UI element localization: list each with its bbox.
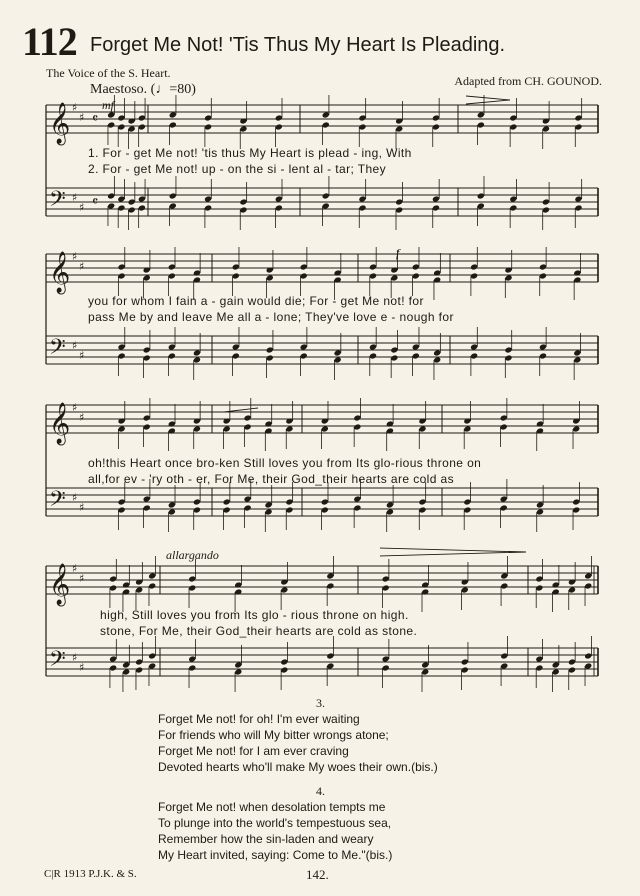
dynamic-mark: mf [102, 98, 114, 112]
lyric-line: you for whom I fain a - gain would die; For - get Me not! for [88, 294, 424, 308]
hymn-number: 112 [22, 19, 77, 64]
verse-line: Remember how the sin-laden and weary [158, 832, 374, 846]
sharp-icon: ♯ [79, 661, 85, 674]
verse-number: 4. [316, 784, 325, 798]
verse-line: Devoted hearts who'll make My woes their own.(bis.) [158, 760, 438, 774]
verse-line: Forget Me not! for oh! I'm ever waiting [158, 712, 360, 726]
treble-clef-icon: 𝄞 [49, 252, 71, 293]
common-time-icon: 𝄴 [92, 111, 99, 127]
treble-clef-icon: 𝄞 [49, 103, 71, 144]
treble-clef-icon: 𝄞 [49, 564, 71, 605]
lyric-line: all,for ev - 'ry oth - er, For Me, their God_their hearts are cold as [88, 472, 455, 486]
sharp-icon: ♯ [72, 651, 78, 664]
lyric-line: 1. For - get Me not! 'tis thus My Heart is plead - ing, With [88, 146, 412, 160]
bass-clef-icon: 𝄢 [49, 487, 66, 517]
hymn-subtitle: The Voice of the S. Heart. [46, 66, 171, 80]
bass-clef-icon: 𝄢 [49, 335, 66, 365]
lyric-line: oh!this Heart once bro-ken Still loves you from Its glo-rious throne on [88, 456, 482, 470]
sharp-icon: ♯ [72, 491, 78, 504]
verse-line: Forget Me not! when desolation tempts me [158, 800, 386, 814]
crescendo-icon [380, 548, 526, 556]
lyric-line: high, Still loves you from Its glo - rious throne on high. [100, 608, 409, 622]
sharp-icon: ♯ [72, 250, 78, 263]
sharp-icon: ♯ [79, 260, 85, 273]
verse-line: My Heart invited, saying: Come to Me."(bis.) [158, 848, 393, 862]
verse-line: For friends who will My bitter wrongs atone; [158, 728, 389, 742]
treble-clef-icon: 𝄞 [49, 403, 71, 444]
dynamic-mark: f [396, 246, 400, 260]
common-time-icon: 𝄴 [92, 194, 99, 210]
verse-3 [158, 711, 438, 775]
composer-credit: Adapted from CH. GOUNOD. [454, 74, 602, 88]
verse-line: Forget Me not! for I am ever craving [158, 744, 349, 758]
lyric-line: 2. For - get Me not! up - on the si - lent al - tar; They [88, 162, 387, 176]
sharp-icon: ♯ [79, 111, 85, 124]
sharp-icon: ♯ [72, 101, 78, 114]
bass-clef-icon: 𝄢 [49, 647, 66, 677]
sharp-icon: ♯ [79, 411, 85, 424]
hymn-title: Forget Me Not! 'Tis Thus My Heart Is Pleading. [90, 34, 506, 56]
sharp-icon: ♯ [79, 572, 85, 585]
sharp-icon: ♯ [72, 562, 78, 575]
decrescendo-icon [224, 408, 258, 412]
sharp-icon: ♯ [79, 349, 85, 362]
decrescendo-icon [466, 96, 510, 104]
dynamic-mark: allargando [166, 548, 219, 562]
sharp-icon: ♯ [72, 339, 78, 352]
sharp-icon: ♯ [72, 191, 78, 204]
sharp-icon: ♯ [79, 201, 85, 214]
lyric-line: stone, For Me, their God_their hearts are cold as stone. [100, 624, 418, 638]
bass-clef-icon: 𝄢 [49, 187, 66, 217]
verse-line: To plunge into the world's tempestuous sea, [158, 816, 392, 830]
verse-number: 3. [316, 696, 325, 710]
copyright-notice: C|R 1913 P.J.K. & S. [44, 868, 137, 880]
sharp-icon: ♯ [72, 401, 78, 414]
page-number: 142. [306, 867, 329, 882]
sharp-icon: ♯ [79, 501, 85, 514]
tempo-marking: Maestoso. (♩=80) [90, 82, 196, 97]
lyric-line: pass Me by and leave Me all a - lone; They've love e - nough for [88, 310, 454, 324]
verse-4 [158, 799, 392, 863]
